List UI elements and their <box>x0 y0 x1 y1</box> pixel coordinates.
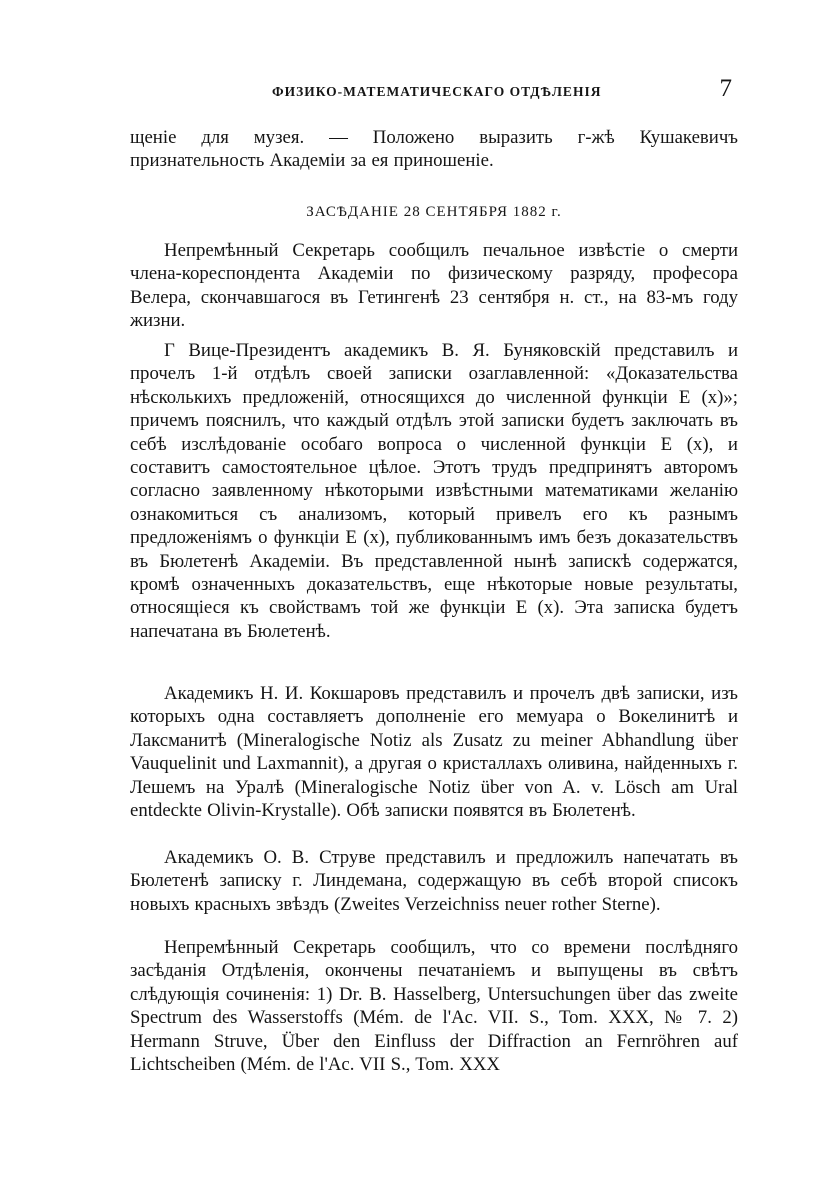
paragraph-koksharov: Академикъ Н. И. Кокшаровъ представилъ и прочелъ двѣ записки, изъ которыхъ одна составляетъ дополненіе его мемуара о Вокелинитѣ и Лаксманитѣ (Mineralogische Notiz als Zusatz zu meiner Abhandlung über Vauquelinit und Laxmannit), а другая о кристаллахъ оливина, найденныхъ г. Лешемъ на Уралѣ (Mineralogische Notiz über von A. v. Lösch am Ural entdeckte Olivin-Krystalle). Обѣ записки появятся въ Бюлетенѣ. <box>130 683 738 822</box>
page-number: 7 <box>719 75 732 102</box>
running-title: ФИЗИКО-МАТЕМАТИЧЕСКАГО ОТДѢЛЕНІЯ <box>272 84 602 99</box>
paragraph-bunyakovsky: Г Вице-Президентъ академикъ В. Я. Буняковскій представилъ и прочелъ 1-й отдѣлъ своей записки озаглавленной: «Доказательства нѣсколькихъ предложеній, относящихся до численной функціи E (x)»; причемъ пояснилъ, что каждый отдѣлъ этой записки будетъ заключать въ себѣ изслѣдованіе особаго вопроса о численной функціи E (x), и составитъ самостоятельное цѣлое. Этотъ трудъ предпринятъ авторомъ согласно заявленному нѣкоторыми извѣстными математиками желанію ознакомиться съ анализомъ, который привелъ его къ разнымъ предложеніямъ о функціи E (x), публикованнымъ имъ безъ доказательствъ въ Бюлетенѣ Академіи. Въ представленной нынѣ запискѣ содержатся, кромѣ означенныхъ доказательствъ, еще нѣкоторые новые результаты, относящіеся къ свойствамъ той же функціи E (x). Эта записка будетъ напечатана въ Бюлетенѣ. <box>130 340 738 642</box>
session-heading: ЗАСѢДАНІЕ 28 СЕНТЯБРЯ 1882 г. <box>306 204 562 220</box>
paragraph-publications: Непремѣнный Секретарь сообщилъ, что со времени послѣдняго засѣданія Отдѣленія, окончены печатаніемъ и выпущены въ свѣтъ слѣдующія сочиненія: 1) Dr. B. Hasselberg, Untersuchungen über das zweite Spectrum des Wasserstoffs (Mém. de l'Ac. VII. S., Tom. XXX, № 7. 2) Hermann Struve, Über den Einfluss der Diffraction an Fernröhren auf Lichtscheiben (Mém. de l'Ac. VII S., Tom. XXX <box>130 937 738 1076</box>
paragraph-struve: Академикъ О. В. Струве представилъ и предложилъ напечатать въ Бюлетенѣ записку г. Линдемана, содержащую въ себѣ второй списокъ новыхъ красныхъ звѣздъ (Zweites Verzeichniss neuer rother Sterne). <box>130 847 738 915</box>
paragraph-obituary: Непремѣнный Секретарь сообщилъ печальное извѣстіе о смерти члена-кореспондента Академіи по физическому разряду, професора Велера, скончавшагося въ Гетингенѣ 23 сентября н. ст., на 83-мъ году жизни. <box>130 240 738 332</box>
running-head <box>130 75 738 104</box>
paragraph-continuation: щеніе для музея. — Положено выразить г-жѣ Кушакевичъ признательность Академіи за ея приношеніе. <box>130 127 738 172</box>
